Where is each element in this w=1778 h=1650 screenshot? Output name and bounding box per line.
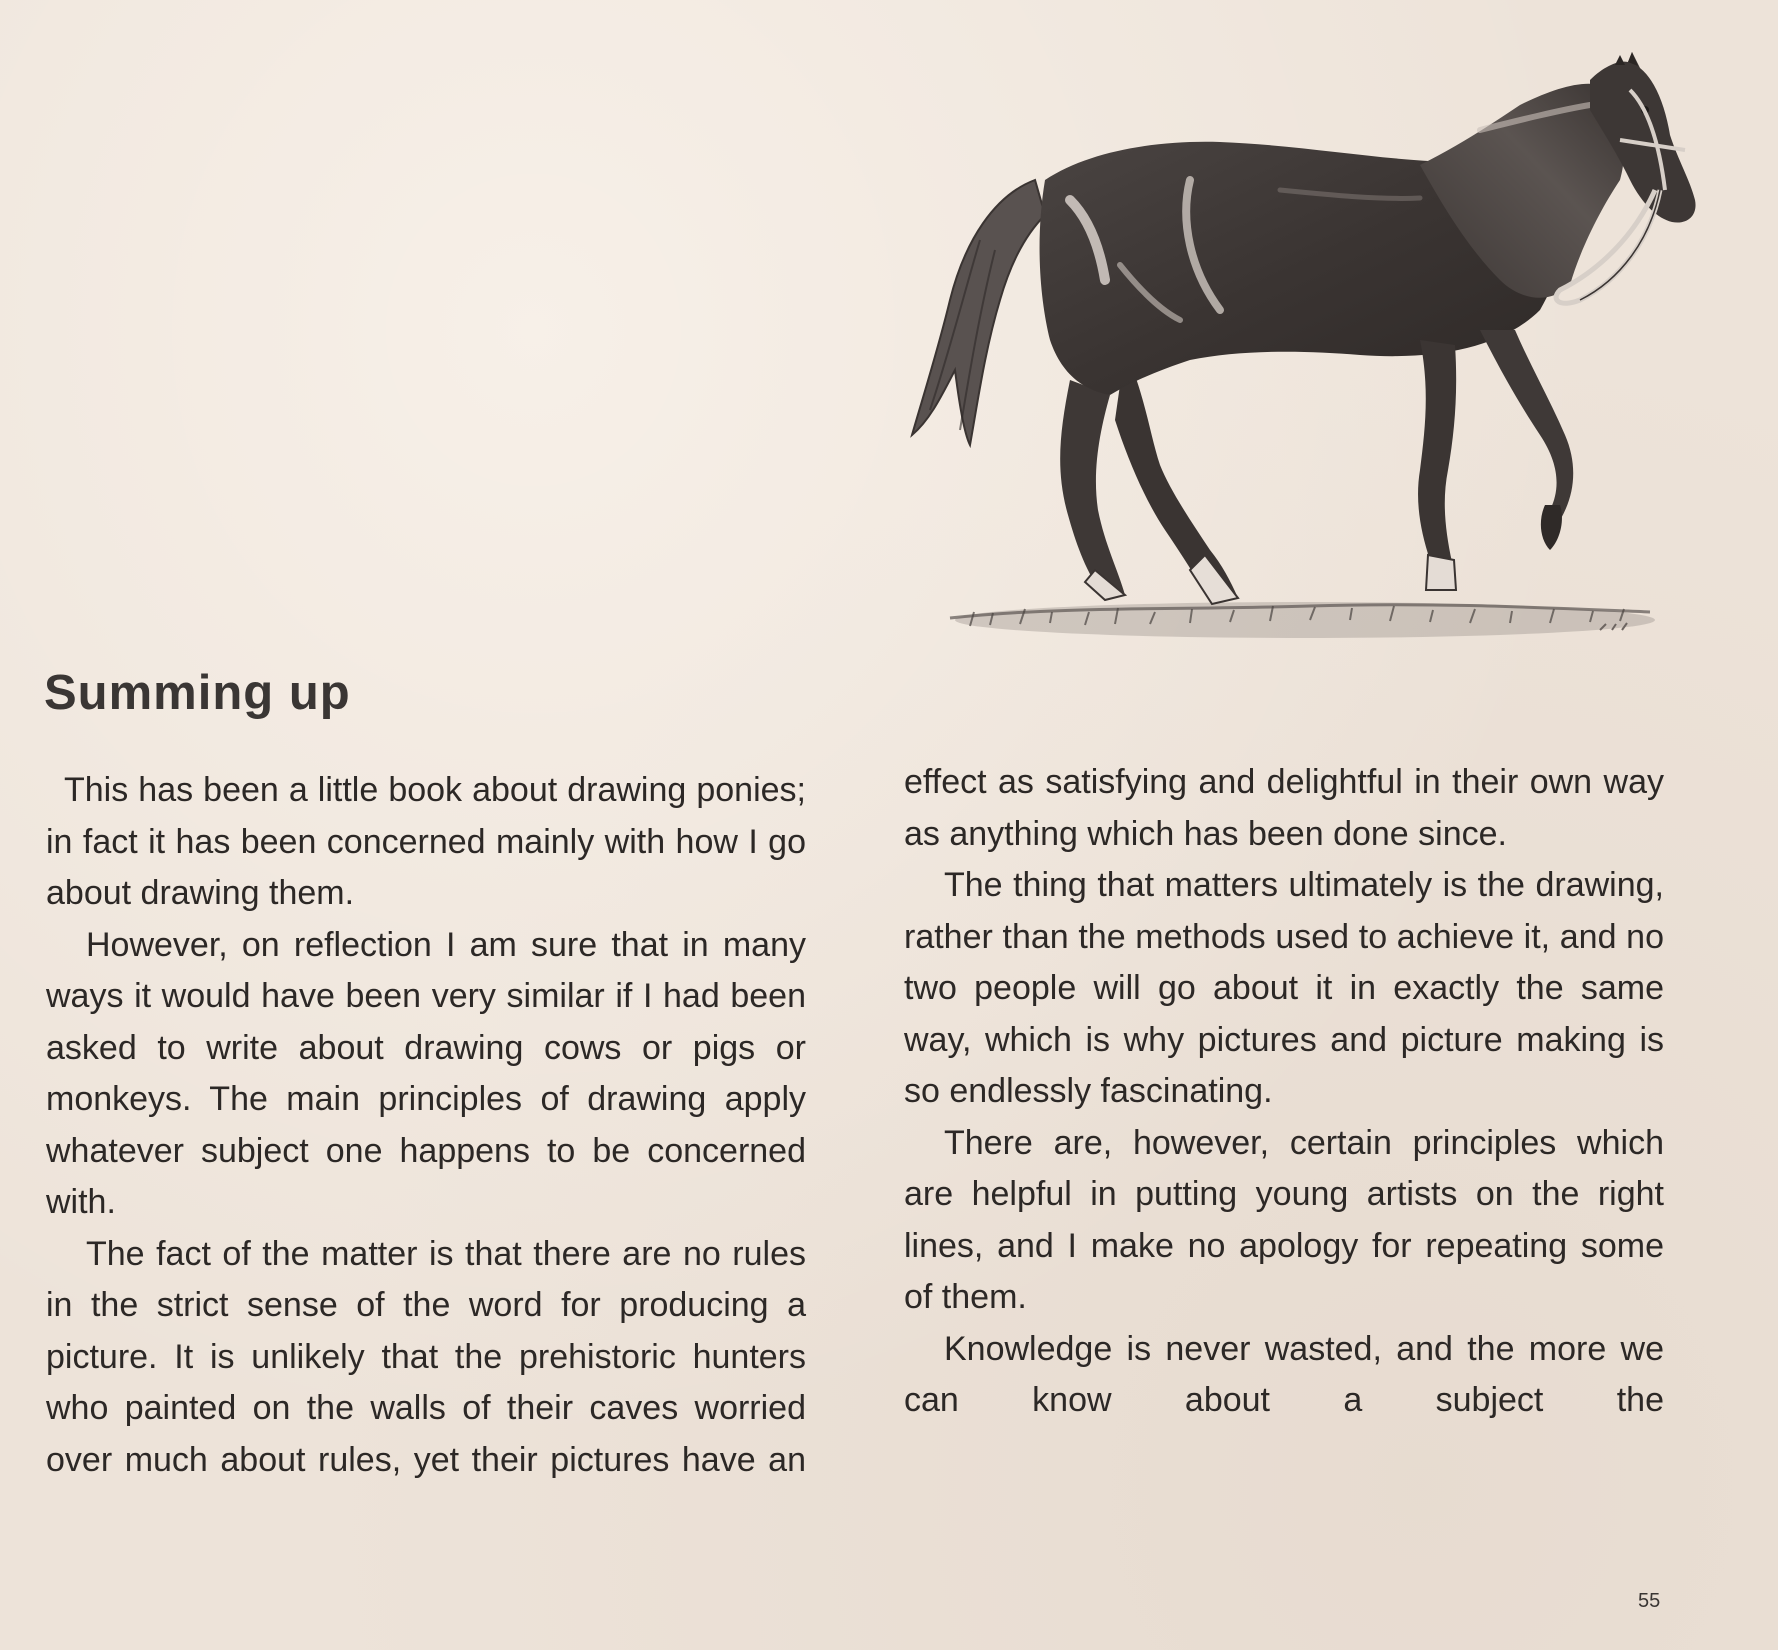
paragraph: There are, however, certain principles which are helpful in putting young artists on the right lines, and I make no apology for repeating some of them. — [904, 1123, 1664, 1316]
horse-illustration — [860, 50, 1720, 670]
paragraph: Knowledge is never wasted, and the more we can know about a subject the — [904, 1329, 1664, 1419]
ground-shadow — [950, 602, 1655, 638]
section-heading: Summing up — [44, 666, 351, 720]
horse-front-leg-far — [1418, 340, 1456, 562]
paragraph: However, on reflection I am sure that in many ways it would have been very similar if I had been asked to write about drawing cows or pigs or monkeys. The main principles of drawing apply whatever subject one happens to be concerned with. — [46, 925, 806, 1221]
paragraph: The thing that matters ultimately is the drawing, rather than the methods used to achieve it, and no two people will go about it in exactly the same way, which is why pictures and picture making is so endlessly fascinating. — [904, 866, 1664, 1110]
right-text-column — [904, 757, 1664, 1427]
horse-hind-leg-far — [1060, 380, 1125, 595]
left-text-column — [46, 765, 806, 1486]
paragraph: effect as satisfying and delightful in their own way as anything which has been done since. — [904, 763, 1664, 853]
paragraph: This has been a little book about drawing ponies; in fact it has been concerned mainly with how I go about drawing them. — [46, 771, 806, 912]
horse-hind-leg-near — [1115, 350, 1238, 602]
horse-front-leg-near — [1480, 330, 1573, 520]
paragraph: The fact of the matter is that there are no rules in the strict sense of the word for producing a picture. It is unlikely that the prehistoric hunters who painted on the walls of their caves worried over much about rules, yet their pictures have an — [46, 1234, 806, 1479]
page-number: 55 — [1638, 1590, 1661, 1612]
